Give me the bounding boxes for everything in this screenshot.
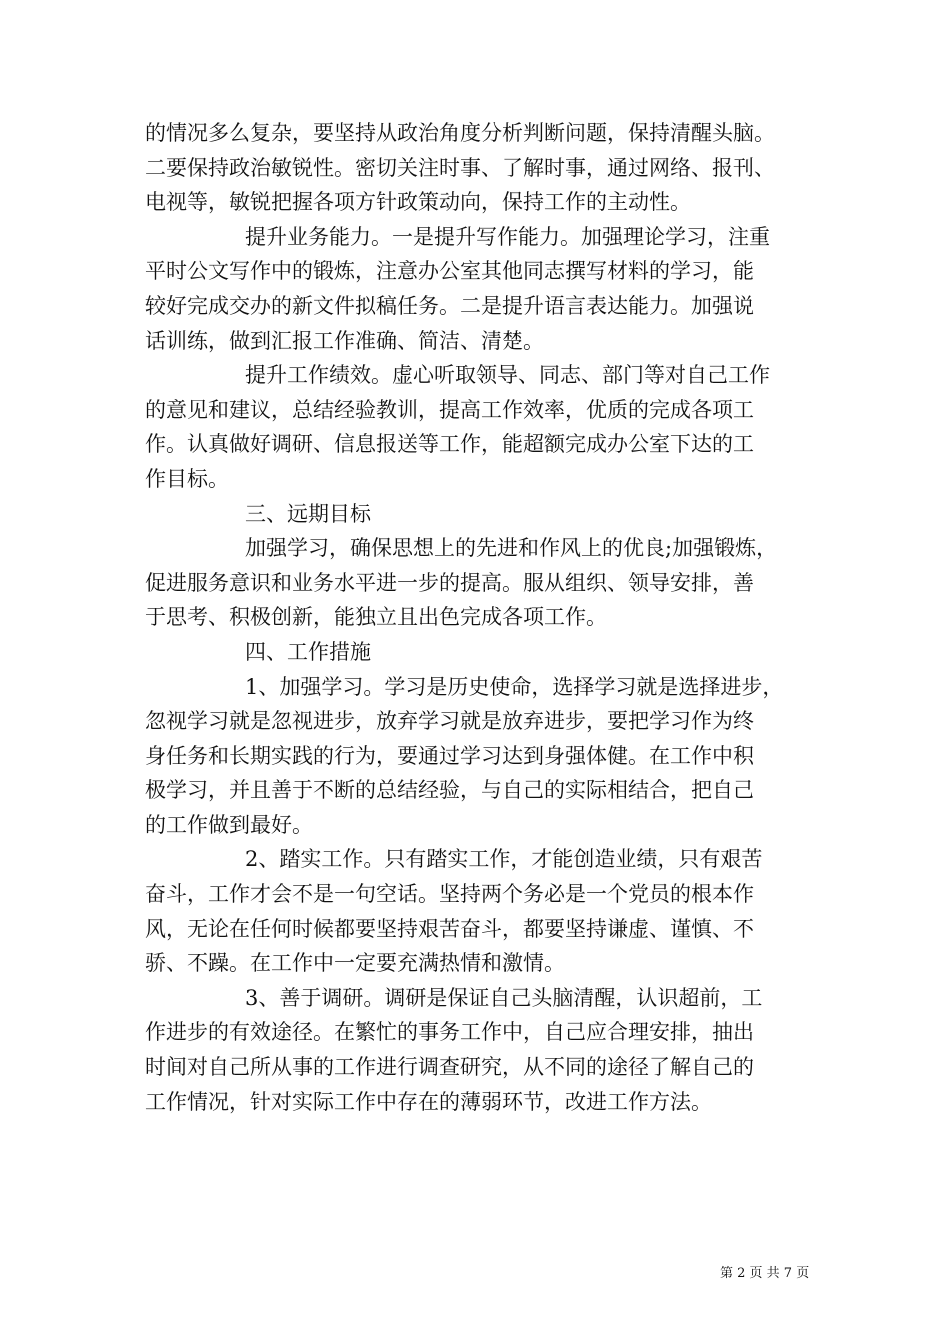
paragraph-start-line: 提升工作绩效。虚心听取领导、同志、部门等对自己工作 xyxy=(245,363,770,388)
text-line: 的工作做到最好。 xyxy=(145,812,313,837)
text-line: 二要保持政治敏锐性。密切关注时事、了解时事，通过网络、报刊、 xyxy=(145,155,775,180)
paragraph-start-line: 2、踏实工作。只有踏实工作，才能创造业绩，只有艰苦 xyxy=(245,847,763,872)
paragraph-start-line: 提升业务能力。一是提升写作能力。加强理论学习，注重 xyxy=(245,224,770,249)
text-line: 的意见和建议，总结经验教训，提高工作效率，优质的完成各项工 xyxy=(145,397,754,422)
section-heading: 四、工作措施 xyxy=(245,639,371,664)
text-line: 工作情况，针对实际工作中存在的薄弱环节，改进工作方法。 xyxy=(145,1089,712,1114)
text-line: 忽视学习就是忽视进步，放弃学习就是放弃进步，要把学习作为终 xyxy=(145,709,754,734)
text-line: 较好完成交办的新文件拟稿任务。二是提升语言表达能力。加强说 xyxy=(145,293,754,318)
text-line: 作。认真做好调研、信息报送等工作，能超额完成办公室下达的工 xyxy=(145,432,754,457)
paragraph-start-line: 3、善于调研。调研是保证自己头脑清醒，认识超前，工 xyxy=(245,985,763,1010)
paragraph-start-line: 加强学习，确保思想上的先进和作风上的优良;加强锻炼， xyxy=(245,536,778,561)
text-line: 平时公文写作中的锻炼，注意办公室其他同志撰写材料的学习，能 xyxy=(145,259,754,284)
text-line: 极学习，并且善于不断的总结经验，与自己的实际相结合，把自己 xyxy=(145,778,754,803)
paragraph-start-line: 1、加强学习。学习是历史使命，选择学习就是选择进步， xyxy=(245,674,784,699)
text-line: 作进步的有效途径。在繁忙的事务工作中，自己应合理安排，抽出 xyxy=(145,1020,754,1045)
text-line: 时间对自己所从事的工作进行调查研究，从不同的途径了解自己的 xyxy=(145,1055,754,1080)
text-line: 于思考、积极创新，能独立且出色完成各项工作。 xyxy=(145,605,607,630)
text-line: 骄、不躁。在工作中一定要充满热情和激情。 xyxy=(145,951,565,976)
page-number-footer: 第 2 页 共 7 页 xyxy=(720,1266,810,1281)
text-line: 电视等，敏锐把握各项方针政策动向，保持工作的主动性。 xyxy=(145,190,691,215)
text-line: 话训练，做到汇报工作准确、简洁、清楚。 xyxy=(145,328,544,353)
section-heading: 三、远期目标 xyxy=(245,501,371,526)
text-line: 的情况多么复杂，要坚持从政治角度分析判断问题，保持清醒头脑。 xyxy=(145,121,775,145)
document-body xyxy=(145,116,810,1119)
text-line: 风，无论在任何时候都要坚持艰苦奋斗，都要坚持谦虚、谨慎、不 xyxy=(145,916,754,941)
text-line: 奋斗，工作才会不是一句空话。坚持两个务必是一个党员的根本作 xyxy=(145,882,754,907)
text-line: 身任务和长期实践的行为，要通过学习达到身强体健。在工作中积 xyxy=(145,743,754,768)
text-line: 促进服务意识和业务水平进一步的提高。服从组织、领导安排，善 xyxy=(145,570,754,595)
text-line: 作目标。 xyxy=(145,466,229,491)
